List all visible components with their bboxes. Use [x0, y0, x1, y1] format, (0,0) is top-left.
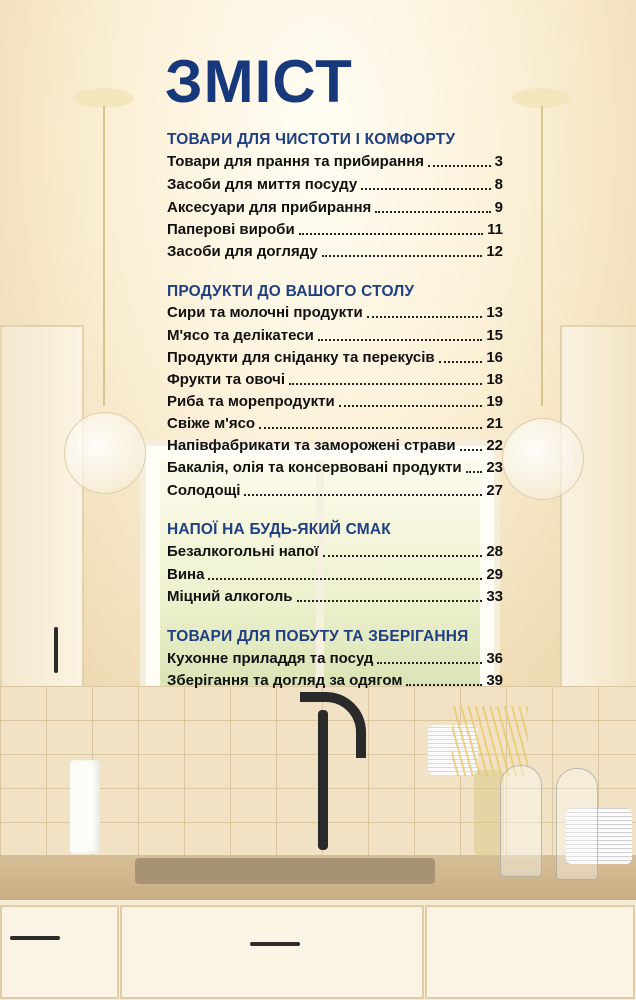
toc-entry[interactable]	[167, 241, 503, 263]
toc-entry[interactable]	[167, 457, 503, 479]
toc-entry-label: Міцний алкоголь	[167, 588, 293, 605]
toc-entry[interactable]	[167, 670, 503, 692]
toc-entry[interactable]	[167, 369, 503, 391]
leader-dots	[466, 470, 483, 473]
section-heading: ТОВАРИ ДЛЯ ПОБУТУ ТА ЗБЕРІГАННЯ	[167, 628, 469, 645]
toc-entry-label: Сири та молочні продукти	[167, 304, 363, 321]
toc-entry-page: 33	[486, 588, 503, 605]
section-heading: НАПОЇ НА БУДЬ-ЯКИЙ СМАК	[167, 521, 391, 538]
toc-entry-label: Паперові вироби	[167, 221, 295, 238]
toc-entry[interactable]	[167, 325, 503, 347]
leader-dots	[367, 315, 483, 318]
toc-entry[interactable]	[167, 302, 503, 324]
toc-entry-page: 39	[486, 672, 503, 689]
toc-entry[interactable]	[167, 480, 503, 502]
toc-entry[interactable]	[167, 413, 503, 435]
toc-entry-page: 23	[486, 459, 503, 476]
leader-dots	[439, 360, 483, 363]
toc-entry-page: 9	[494, 199, 503, 216]
toc-entry-page: 3	[494, 153, 503, 170]
toc-entry-page: 8	[494, 176, 503, 193]
toc-entry[interactable]	[167, 564, 503, 586]
toc-entry-page: 18	[486, 371, 503, 388]
toc-entry-page: 27	[486, 482, 503, 499]
toc-entry[interactable]	[167, 219, 503, 241]
toc-entry-label: Напівфабрикати та заморожені страви	[167, 437, 456, 454]
leader-dots	[323, 554, 483, 557]
toc-entry-label: Засоби для миття посуду	[167, 176, 358, 193]
toc-entry-label: Безалкогольні напої	[167, 543, 319, 560]
leader-dots	[318, 338, 483, 341]
toc-entry-label: Продукти для сніданку та перекусів	[167, 349, 435, 366]
toc-entry-page: 12	[486, 243, 503, 260]
toc-entry[interactable]	[167, 151, 503, 173]
toc-entry-label: Бакалія, олія та консервовані продукти	[167, 459, 462, 476]
toc-entry[interactable]	[167, 648, 503, 670]
leader-dots	[428, 164, 491, 167]
toc-entry-label: Вина	[167, 566, 205, 583]
toc-entry-page: 21	[486, 415, 503, 432]
toc-entry[interactable]	[167, 347, 503, 369]
section-heading: ПРОДУКТИ ДО ВАШОГО СТОЛУ	[167, 283, 415, 300]
leader-dots	[289, 382, 482, 385]
toc-entry[interactable]	[167, 174, 503, 196]
toc-entry[interactable]	[167, 391, 503, 413]
toc-entry[interactable]	[167, 541, 503, 563]
toc-entry-page: 29	[486, 566, 503, 583]
toc-entry-label: М'ясо та делікатеси	[167, 327, 314, 344]
toc-entry-label: Товари для прання та прибирання	[167, 153, 425, 170]
toc-entry-page: 36	[486, 650, 503, 667]
toc-entry-label: Свіже м'ясо	[167, 415, 256, 432]
leader-dots	[299, 232, 483, 235]
toc-entry-page: 15	[486, 327, 503, 344]
toc-entry-label: Кухонне приладдя та посуд	[167, 650, 374, 667]
leader-dots	[208, 577, 482, 580]
toc-entry-page: 28	[486, 543, 503, 560]
toc-entry[interactable]	[167, 197, 503, 219]
toc-entry-label: Солодощі	[167, 482, 241, 499]
toc-entry-label: Аксесуари для прибирання	[167, 199, 372, 216]
section-heading: ТОВАРИ ДЛЯ ЧИСТОТИ І КОМФОРТУ	[167, 131, 456, 148]
toc-entry[interactable]	[167, 586, 503, 608]
toc-entry-label: Засоби для догляду	[167, 243, 318, 260]
leader-dots	[375, 210, 490, 213]
toc-entry[interactable]	[167, 435, 503, 457]
leader-dots	[361, 187, 490, 190]
toc-entry-page: 16	[486, 349, 503, 366]
toc-entry-page: 13	[486, 304, 503, 321]
toc-entry-label: Фрукти та овочі	[167, 371, 286, 388]
leader-dots	[377, 661, 482, 664]
leader-dots	[322, 254, 483, 257]
page-title: ЗМІСТ	[165, 48, 353, 115]
leader-dots	[460, 448, 483, 451]
toc-entry-page: 19	[486, 393, 503, 410]
toc-entry-page: 22	[486, 437, 503, 454]
leader-dots	[339, 404, 483, 407]
toc-entry-label: Риба та морепродукти	[167, 393, 335, 410]
leader-dots	[297, 599, 483, 602]
toc-entry-label: Зберігання та догляд за одягом	[167, 672, 403, 689]
leader-dots	[244, 493, 482, 496]
toc-entry-page: 11	[487, 221, 503, 238]
leader-dots	[406, 683, 482, 686]
leader-dots	[259, 426, 482, 429]
